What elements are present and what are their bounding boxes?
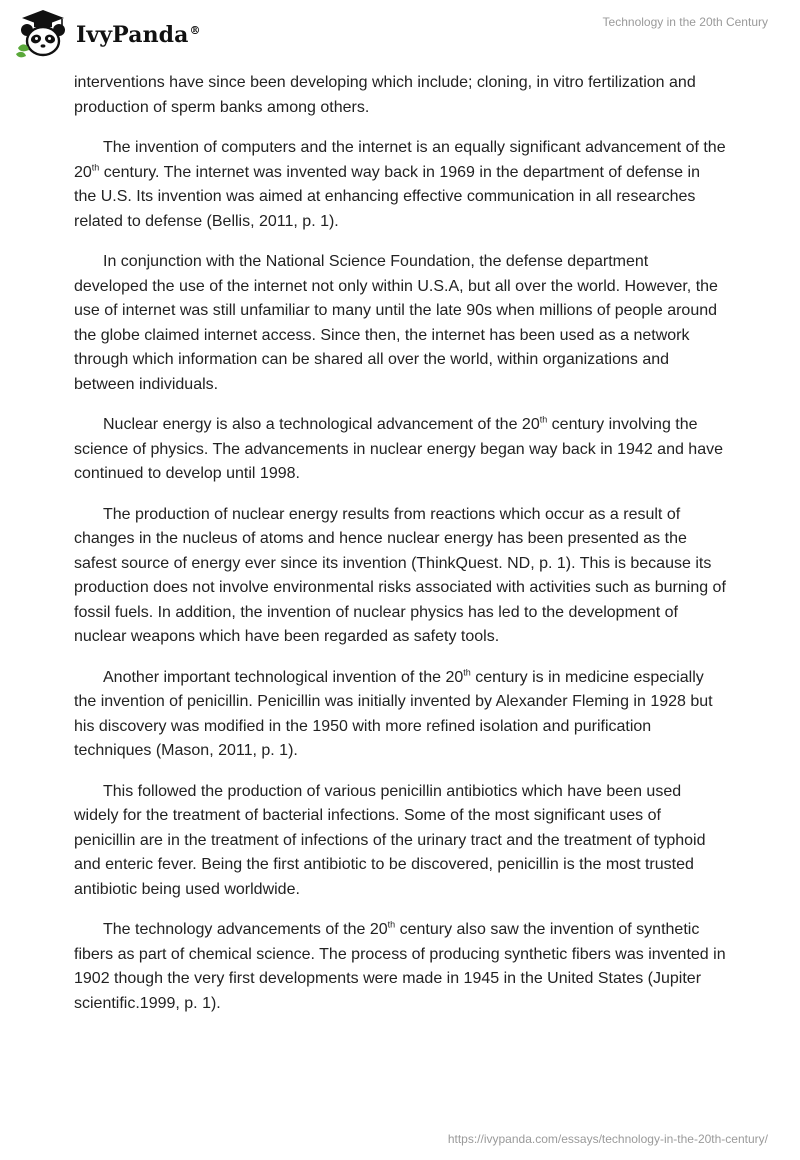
body-paragraph — [74, 666, 726, 764]
brand-name: IvyPanda® — [76, 22, 201, 48]
document-title: Technology in the 20th Century — [602, 15, 768, 29]
body-paragraph — [74, 413, 726, 487]
paragraph-text: century is in medicine especially the invention of penicillin. Penicillin was initially invented by Alexander Fleming in 1928 but his discovery was modified in the 1950 with more refined isolation and purification techniques (Mason, 2011, p. 1). — [74, 668, 713, 759]
body-paragraph — [74, 250, 726, 397]
paragraph-text: century involving the science of physics. The advancements in nuclear energy began way back in 1942 and have continued to develop until 1998. — [74, 416, 723, 482]
page-header — [0, 0, 800, 64]
essay-body — [74, 71, 726, 1032]
paragraph-text: interventions have since been developing which include; cloning, in vitro fertilization and production of sperm banks among others. — [74, 74, 696, 116]
paragraph-text: The production of nuclear energy results from reactions which occur as a result of changes in the nucleus of atoms and hence nuclear energy has been presented as the safest source of energy ever since its invention (ThinkQuest. ND, p. 1). This is because its production does not involve environmental risks associated with activities such as burning of fossil fuels. In addition, the invention of nuclear physics has led to the development of nuclear weapons which have been regarded as safety tools. — [74, 505, 726, 645]
registered-mark: ® — [189, 23, 201, 37]
body-paragraph — [74, 780, 726, 903]
panda-graduate-icon — [14, 8, 72, 60]
ordinal-suffix: th — [387, 919, 396, 930]
paragraph-text: century. The internet was invented way back in 1969 in the department of defense in the U.S. Its invention was aimed at enhancing effective communication in all researches related to defense (Bellis, 2011, p. 1). — [74, 163, 700, 230]
body-paragraph — [74, 918, 726, 1016]
footer-url[interactable]: https://ivypanda.com/essays/technology-in-the-20th-century/ — [447, 1132, 768, 1146]
ivypanda-logo[interactable] — [14, 8, 201, 60]
body-paragraph — [74, 136, 726, 234]
paragraph-text: This followed the production of various penicillin antibiotics which have been used widely for the treatment of bacterial infections. Some of the most significant uses of penicillin are in the treatment of infections of the urinary tract and the treatment of typhoid and enteric fever. Being the first antibiotic to be discovered, penicillin is the most trusted antibiotic being used worldwide. — [74, 782, 706, 898]
paragraph-text: The technology advancements of the 20 — [103, 921, 388, 938]
body-paragraph — [74, 503, 726, 650]
paragraph-text: century also saw the invention of synthetic fibers as part of chemical science. The process of producing synthetic fibers was invented in 1902 though the very first developments were made in 1945 in the United States (Jupiter scientific.1999, p. 1). — [74, 921, 726, 1012]
paragraph-text: The invention of computers and the internet is an equally significant advancement of the 20 — [74, 139, 726, 181]
body-paragraph — [74, 71, 726, 120]
paragraph-text: In conjunction with the National Science Foundation, the defense department developed the use of the internet not only within U.S.A, but all over the world. However, the use of internet was still unfamiliar to many until the late 90s when millions of people around the globe claimed internet access. Since then, the internet has been used as a network through which information can be shared all over the world, within organizations and between individuals. — [74, 253, 718, 393]
paragraph-text: Another important technological invention of the 20 — [103, 668, 464, 686]
ordinal-suffix: th — [463, 667, 471, 678]
ordinal-suffix: th — [539, 414, 548, 425]
paragraph-text: Nuclear energy is also a technological advancement of the 20 — [103, 416, 540, 433]
ordinal-suffix: th — [91, 162, 100, 173]
